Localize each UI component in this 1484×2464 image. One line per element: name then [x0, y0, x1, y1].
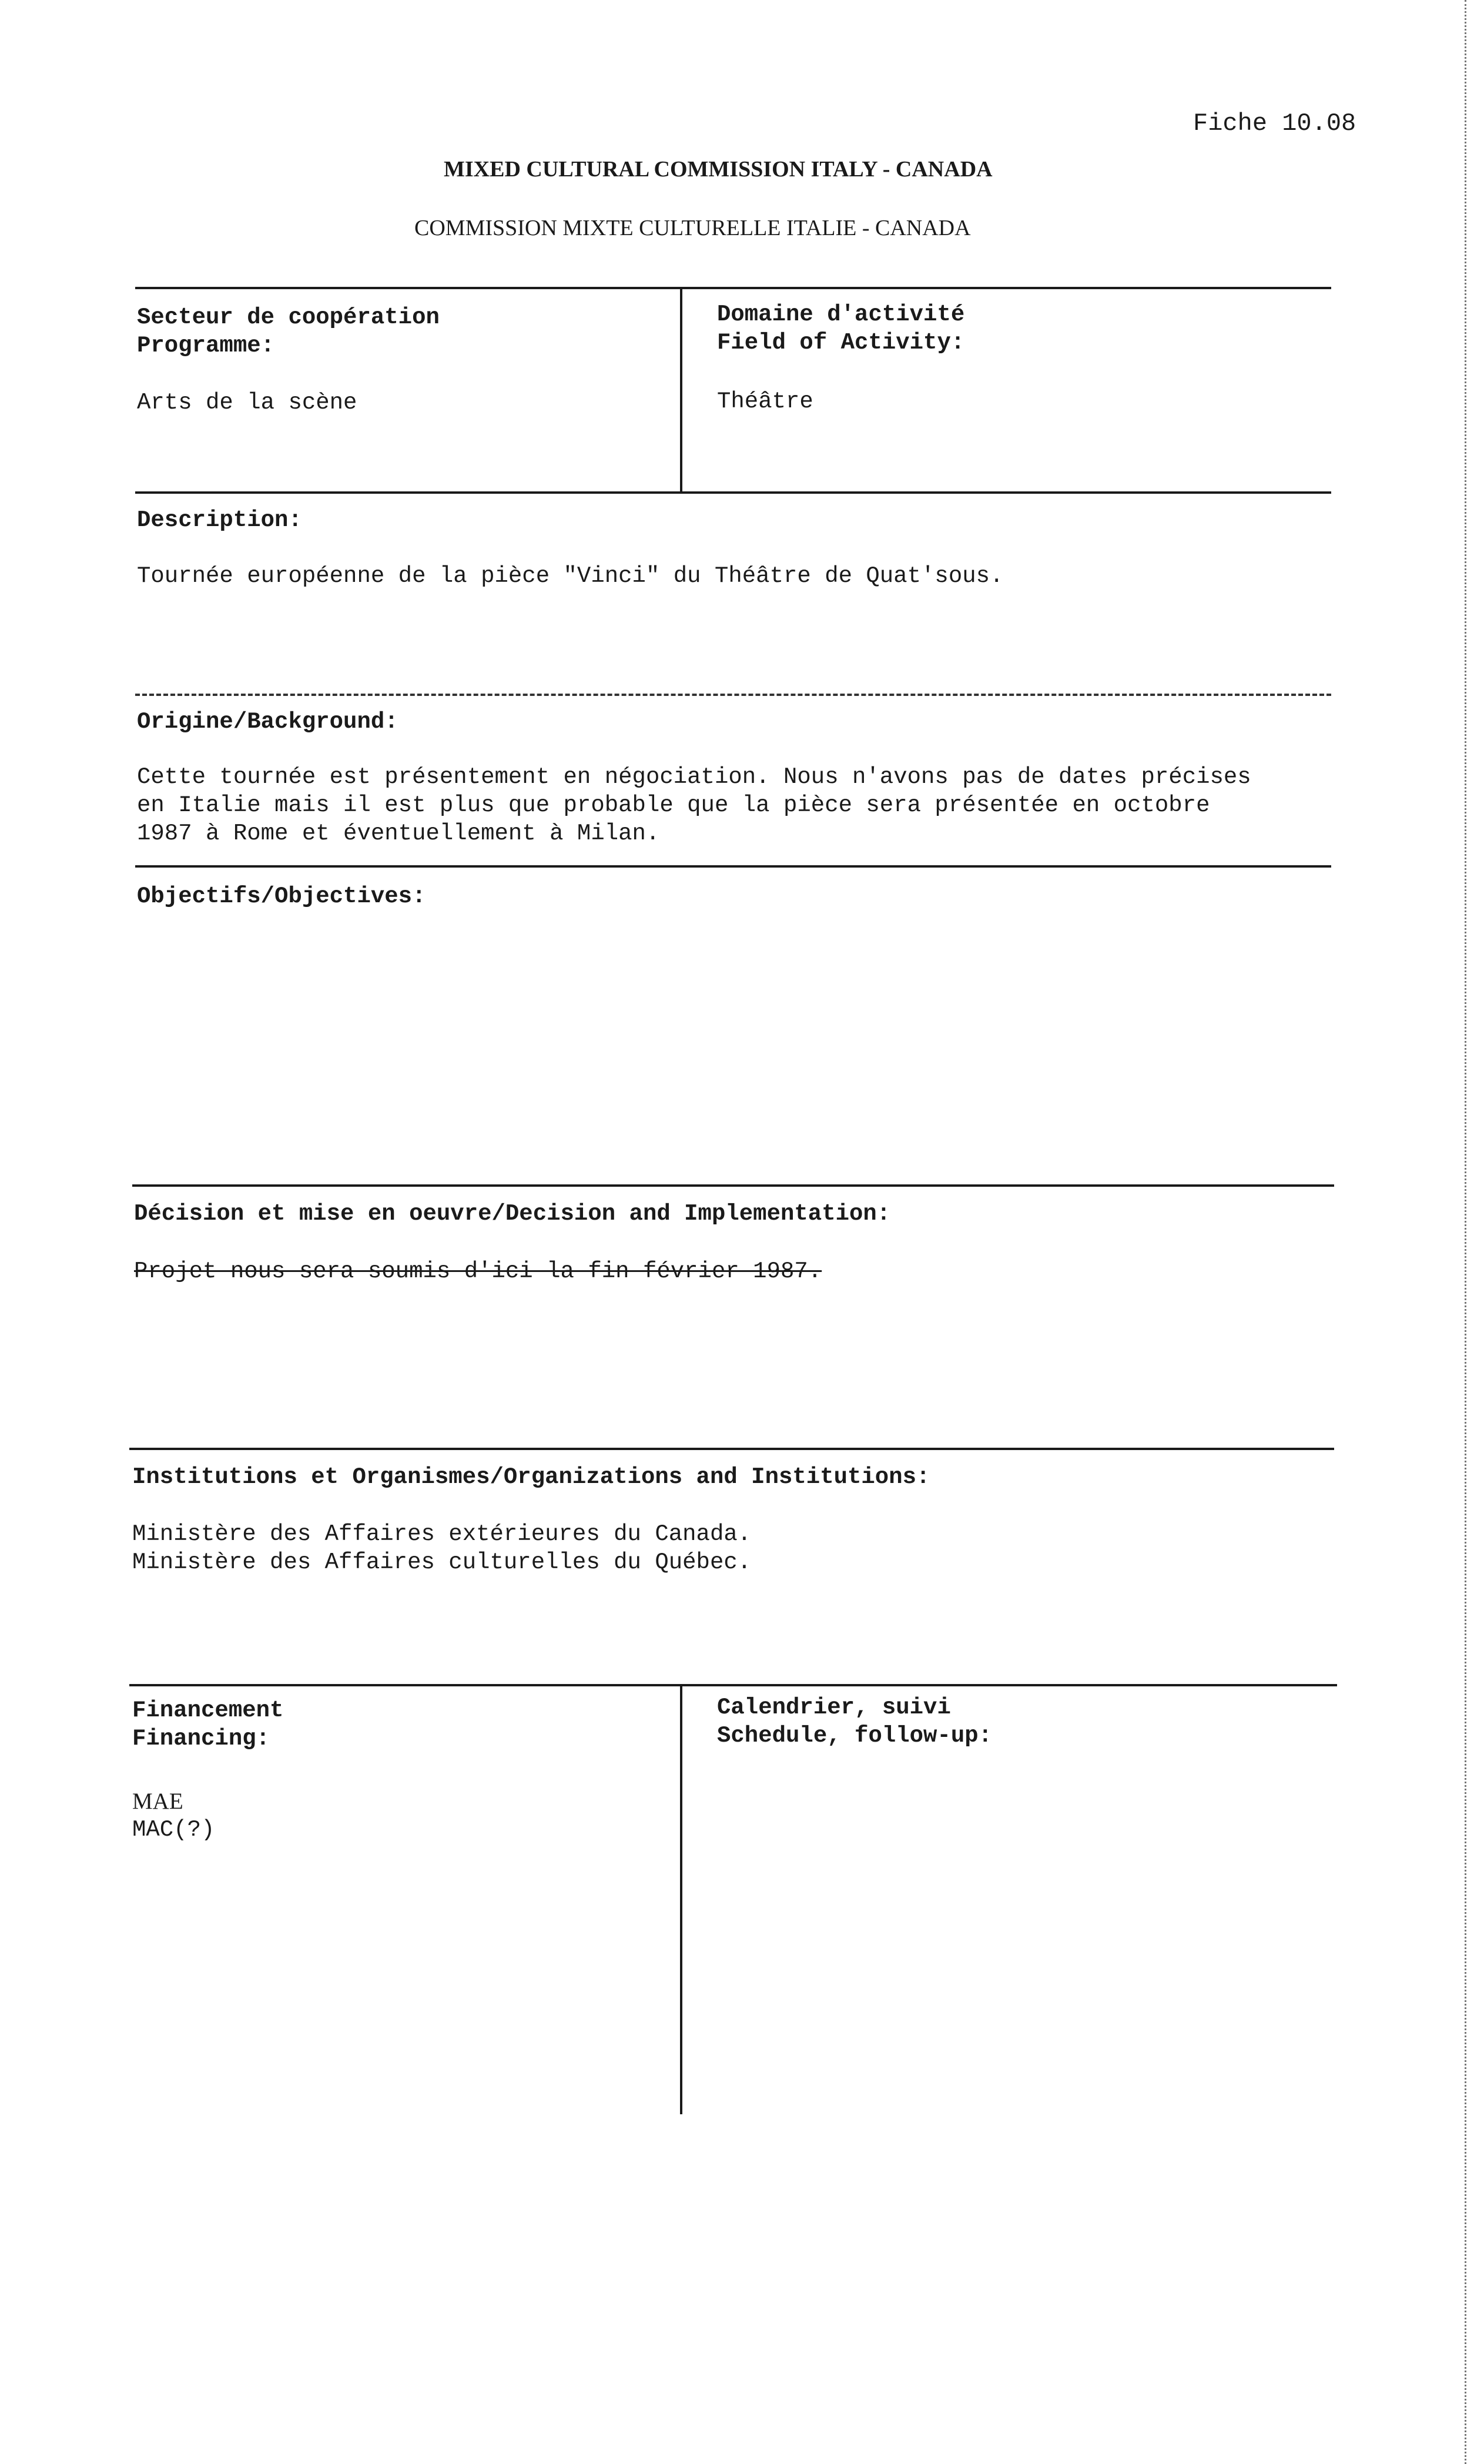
divider-vertical-bottom: [680, 1685, 682, 2114]
schedule-label-en: Schedule, follow-up:: [717, 1723, 993, 1749]
title-french: COMMISSION MIXTE CULTURELLE ITALIE - CANADA: [414, 216, 971, 240]
divider-background: [135, 694, 1331, 696]
financing-item-2: MAC(?): [132, 1817, 215, 1843]
description-label: Description:: [137, 507, 302, 533]
financing-label: Financement: [132, 1698, 284, 1723]
background-line-3: 1987 à Rome et éventuellement à Milan.: [137, 821, 660, 846]
page-margin-line: [1465, 0, 1466, 2464]
background-label: Origine/Background:: [137, 709, 398, 735]
divider-financing: [129, 1684, 1337, 1686]
schedule-label: Calendrier, suivi: [717, 1695, 951, 1720]
program-label: Programme:: [137, 333, 275, 359]
domain-value: Théâtre: [717, 389, 813, 414]
divider-description: [135, 491, 1331, 494]
divider-institutions: [129, 1448, 1334, 1450]
description-text: Tournée européenne de la pièce "Vinci" du Théâtre de Quat'sous.: [137, 563, 1004, 589]
decision-label: Décision et mise en oeuvre/Decision and Implementation:: [134, 1201, 891, 1227]
background-line-2: en Italie mais il est plus que probable que la pièce sera présentée en octobre: [137, 792, 1210, 818]
institutions-label: Institutions et Organismes/Organizations and Institutions:: [132, 1464, 930, 1490]
institution-1: Ministère des Affaires extérieures du Canada.: [132, 1521, 752, 1547]
decision-text: Projet nous sera soumis d'ici la fin février 1987.: [134, 1258, 822, 1284]
divider-decision: [132, 1184, 1334, 1187]
sector-value: Arts de la scène: [137, 390, 357, 416]
divider-top: [135, 287, 1331, 289]
sector-label: Secteur de coopération: [137, 304, 440, 330]
financing-item-1: MAE: [132, 1789, 183, 1814]
background-line-1: Cette tournée est présentement en négociation. Nous n'avons pas de dates précises: [137, 764, 1251, 790]
financing-label-en: Financing:: [132, 1726, 270, 1752]
domain-label: Domaine d'activité: [717, 302, 965, 327]
fiche-number: Fiche 10.08: [1193, 109, 1356, 138]
title-english: MIXED CULTURAL COMMISSION ITALY - CANADA: [444, 157, 993, 182]
divider-vertical-top: [680, 288, 682, 494]
objectives-label: Objectifs/Objectives:: [137, 883, 426, 909]
divider-objectives: [135, 865, 1331, 868]
institution-2: Ministère des Affaires culturelles du Québec.: [132, 1549, 752, 1575]
field-label: Field of Activity:: [717, 330, 965, 356]
